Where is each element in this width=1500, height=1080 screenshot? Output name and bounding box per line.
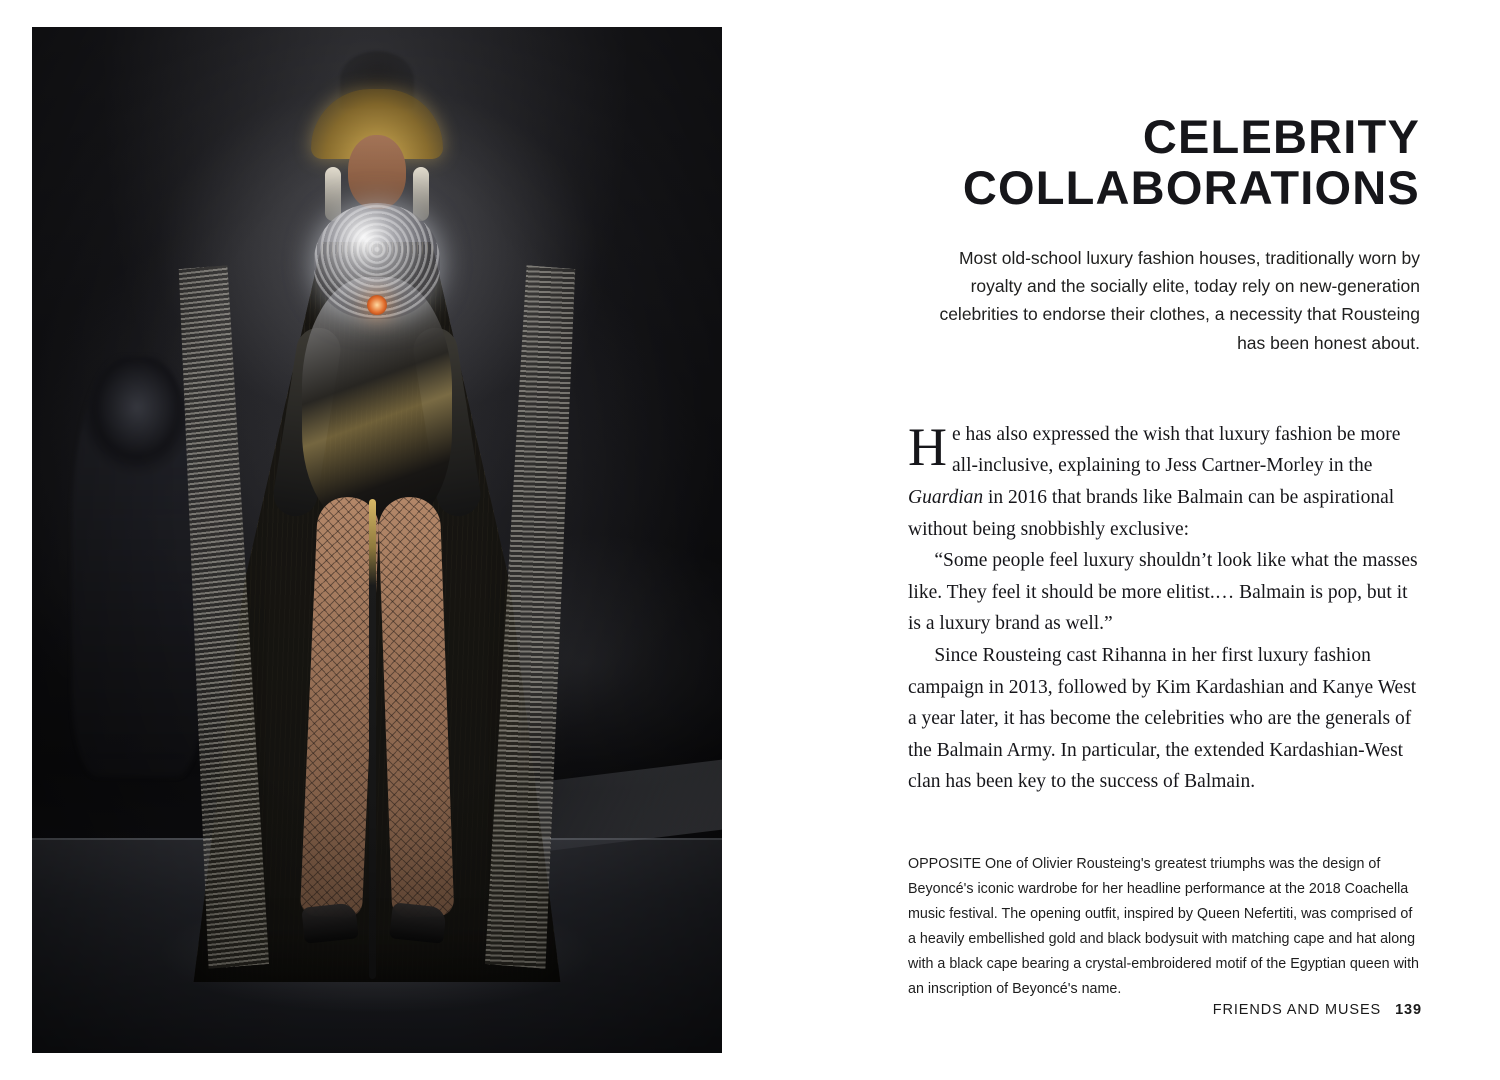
- photo-caption: OPPOSITE One of Olivier Rousteing's greatest triumphs was the design of Beyoncé's iconic wardrobe for her headline performance at the 2018 Coachella music festival. The opening outfit, inspired by Queen Nefertiti, was comprised of a heavily embellished gold and black bodysuit with matching cape and hat along with a black cape bearing a crystal-embroidered motif of the Egyptian queen with an inscription of Beyoncé's name.: [908, 856, 1419, 997]
- photo-vignette: [32, 27, 722, 1053]
- body-paragraph-1: [908, 416, 1420, 545]
- chapter-name: FRIENDS AND MUSES: [1212, 1002, 1382, 1018]
- right-page: [760, 0, 1500, 1080]
- body-paragraph-1-text-b: in 2016 that brands like Balmain can be aspirational without being snobbishly exclusive:: [908, 487, 1395, 540]
- page-title-line-1: CELEBRITY: [1142, 110, 1420, 163]
- body-paragraph-3: Since Rousteing cast Rihanna in her first luxury fashion campaign in 2013, followed by Kim Kardashian and Kanye West a year later, it has become the celebrities who are the generals of the Balmain Army. In particular, the extended Kardashian-West clan has been key to the success of Balmain.: [908, 644, 1417, 793]
- page-title-line-2: COLLABORATIONS: [962, 160, 1420, 214]
- page-title: [908, 112, 1420, 214]
- body-copy: [908, 416, 1420, 798]
- page-number: 139: [1395, 1002, 1422, 1018]
- drop-cap: H: [908, 416, 947, 477]
- standfirst-paragraph: Most old-school luxury fashion houses, traditionally worn by royalty and the socially elite, today rely on new-generation celebrities to endorse their clothes, a necessity that Rousteing has been honest about.: [939, 247, 1420, 353]
- footer-folio: [1213, 1002, 1422, 1018]
- article-content: [908, 112, 1420, 798]
- body-paragraph-1-text-a: e has also expressed the wish that luxury fashion be more all-inclusive, explaining to Jess Cartner-Morley in the: [952, 423, 1401, 477]
- performance-photograph: [32, 27, 722, 1053]
- body-paragraph-2: “Some people feel luxury shouldn’t look like what the masses like. They feel it should be more elitist.… Balmain is pop, but it is a luxury brand as well.”: [908, 550, 1418, 635]
- publication-name: Guardian: [908, 487, 984, 509]
